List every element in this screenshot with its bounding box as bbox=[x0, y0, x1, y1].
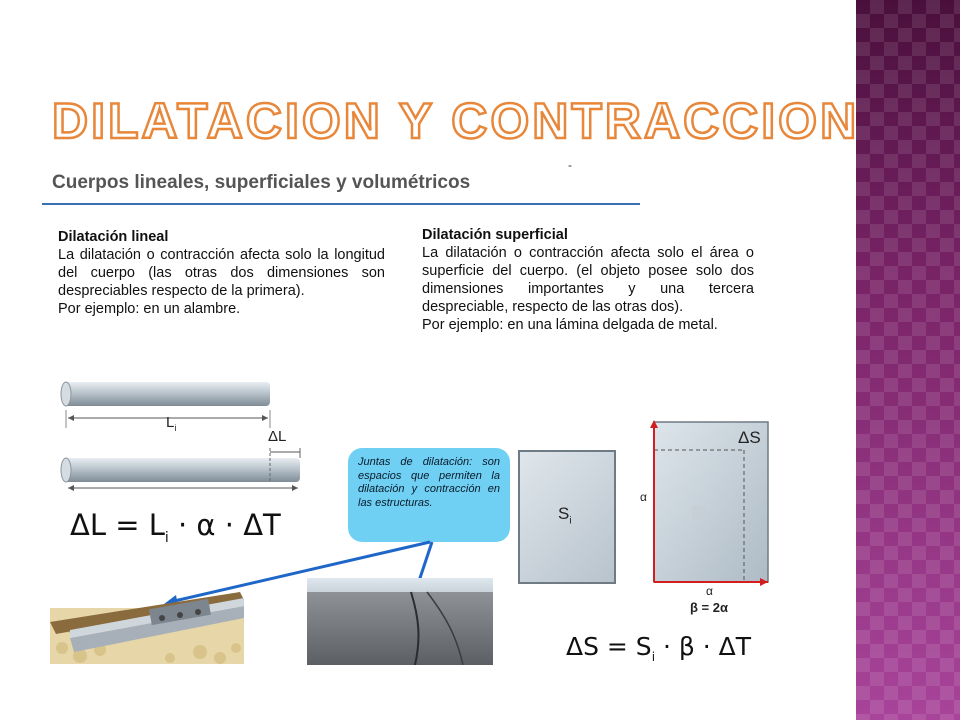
label-li-sub: i bbox=[174, 423, 177, 433]
slide-subtitle: Cuerpos lineales, superficiales y volumétricos bbox=[52, 172, 471, 193]
linear-heading: Dilatación lineal bbox=[58, 229, 169, 245]
slide-title: DILATACION Y CONTRACCION bbox=[52, 93, 860, 149]
label-si bbox=[558, 504, 572, 526]
rod-initial bbox=[61, 382, 270, 406]
surface-body: La dilatación o contracción afecta solo el área o superficie del cuerpo. (el objeto posee solo dos dimensiones importantes y una tercera despreciable, respecto de las otras dos). bbox=[422, 245, 754, 315]
stray-mark: - bbox=[568, 158, 572, 172]
label-li-main: L bbox=[166, 414, 175, 431]
callout-bubble: Juntas de dilatación: son espacios que permiten la dilatación y contracción en las estructuras. bbox=[348, 448, 510, 542]
label-delta-l: ΔL bbox=[268, 428, 287, 445]
linear-formula-sub: i bbox=[164, 529, 169, 546]
surface-formula bbox=[566, 632, 751, 664]
label-si-sub: i bbox=[569, 515, 572, 527]
label-beta: β = 2α bbox=[690, 600, 728, 615]
label-si-main: S bbox=[558, 504, 570, 523]
surface-section bbox=[422, 226, 754, 334]
surface-formula-main: ΔS = S bbox=[566, 632, 652, 661]
label-delta-s: ΔS bbox=[738, 428, 761, 447]
surface-example: Por ejemplo: en una lámina delgada de metal. bbox=[422, 317, 718, 333]
linear-example: Por ejemplo: en un alambre. bbox=[58, 301, 241, 317]
surface-formula-sub: i bbox=[651, 650, 656, 664]
subtitle-rule bbox=[42, 203, 640, 205]
road-joint-image bbox=[307, 578, 493, 665]
linear-body: La dilatación o contracción afecta solo la longitud del cuerpo (las otras dos dimensiones son despreciables respecto de la primera). bbox=[58, 247, 385, 299]
rail-joint-image bbox=[50, 578, 244, 664]
linear-formula-main: ΔL = L bbox=[70, 508, 165, 542]
label-alpha-side: α bbox=[640, 490, 647, 504]
label-li bbox=[166, 414, 176, 433]
linear-formula-tail: · α · ΔT bbox=[168, 508, 281, 542]
decorative-sidebar bbox=[856, 0, 960, 720]
plate-expanded bbox=[640, 418, 770, 618]
surface-formula-tail: · β · ΔT bbox=[655, 632, 752, 661]
rod-expanded bbox=[61, 458, 300, 482]
surface-heading: Dilatación superficial bbox=[422, 227, 568, 243]
label-alpha-bottom: α bbox=[706, 584, 713, 598]
linear-section bbox=[58, 228, 385, 318]
